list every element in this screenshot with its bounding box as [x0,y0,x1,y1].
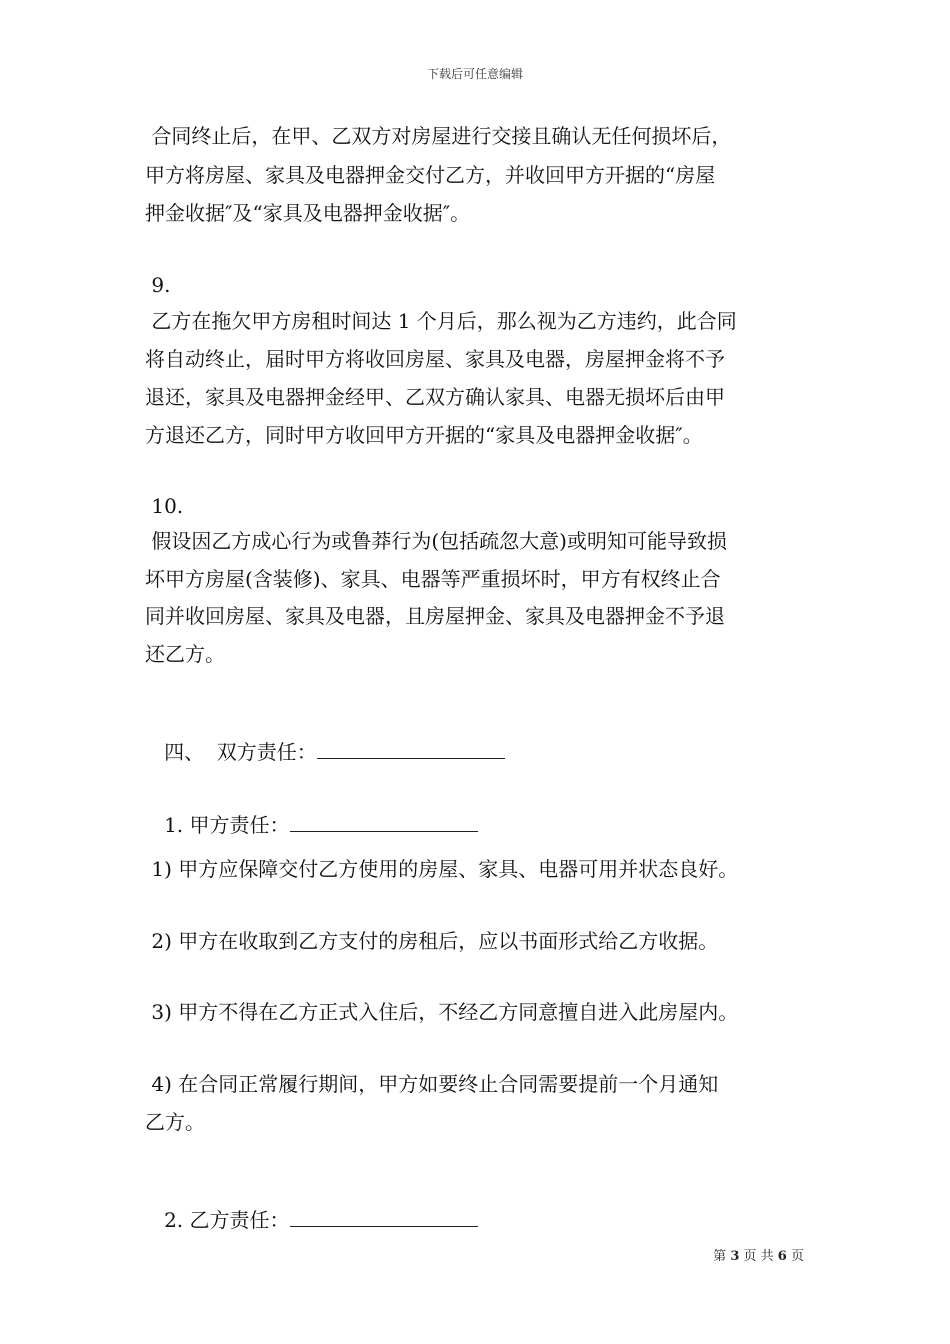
list-item: 2) 甲方在收取到乙方支付的房租后，应以书面形式给乙方收据。 [145,929,719,953]
paragraph-line: 还乙方。 [145,642,225,666]
subsection-heading [145,786,478,838]
paragraph-line: 同并收回房屋、家具及电器，且房屋押金、家具及电器押金不予退 [145,604,725,628]
current-page: 3 [730,1249,740,1264]
fill-in-blank[interactable] [317,740,505,759]
subsection-heading-label: 1. 甲方责任： [157,813,290,837]
total-pages: 6 [777,1249,787,1264]
page-number [713,1248,804,1266]
list-item-continuation: 乙方。 [145,1110,205,1134]
paragraph-line: 将自动终止，届时甲方将收回房屋、家具及电器，房屋押金将不予 [145,347,725,371]
subsection-heading [145,1181,478,1233]
clause-number: 10. [145,494,184,518]
page-number-prefix: 第 [713,1249,727,1264]
section-heading [145,713,505,765]
paragraph-line: 押金收据″及“家具及电器押金收据″。 [145,201,471,225]
fill-in-blank[interactable] [290,1208,478,1227]
paragraph-line: 甲方将房屋、家具及电器押金交付乙方，并收回甲方开据的“房屋 [145,163,716,187]
paragraph-line: 乙方在拖欠甲方房租时间达 1 个月后，那么视为乙方违约，此合同 [145,309,737,333]
subsection-heading-label: 2. 乙方责任： [157,1208,290,1232]
section-heading-label: 四、 双方责任： [157,740,317,764]
list-item: 4) 在合同正常履行期间，甲方如要终止合同需要提前一个月通知 [145,1072,719,1096]
paragraph-line: 退还，家具及电器押金经甲、乙双方确认家具、电器无损坏后由甲 [145,385,725,409]
list-item: 1) 甲方应保障交付乙方使用的房屋、家具、电器可用并状态良好。 [145,857,739,881]
page-header: 下载后可任意编辑 [426,67,523,81]
list-item: 3) 甲方不得在乙方正式入住后，不经乙方同意擅自进入此房屋内。 [145,1000,739,1024]
paragraph-line: 假设因乙方成心行为或鲁莽行为(包括疏忽大意)或明知可能导致损 [145,529,727,553]
page-number-suffix: 页 [790,1249,804,1264]
page-number-mid: 页 共 [743,1249,774,1264]
clause-number: 9. [145,273,171,297]
paragraph-line: 方退还乙方，同时甲方收回甲方开据的“家具及电器押金收据″。 [145,423,703,447]
fill-in-blank[interactable] [290,813,478,832]
paragraph-line: 合同终止后，在甲、乙双方对房屋进行交接且确认无任何损坏后， [145,124,732,148]
paragraph-line: 坏甲方房屋(含装修)、家具、电器等严重损坏时，甲方有权终止合 [145,567,721,591]
